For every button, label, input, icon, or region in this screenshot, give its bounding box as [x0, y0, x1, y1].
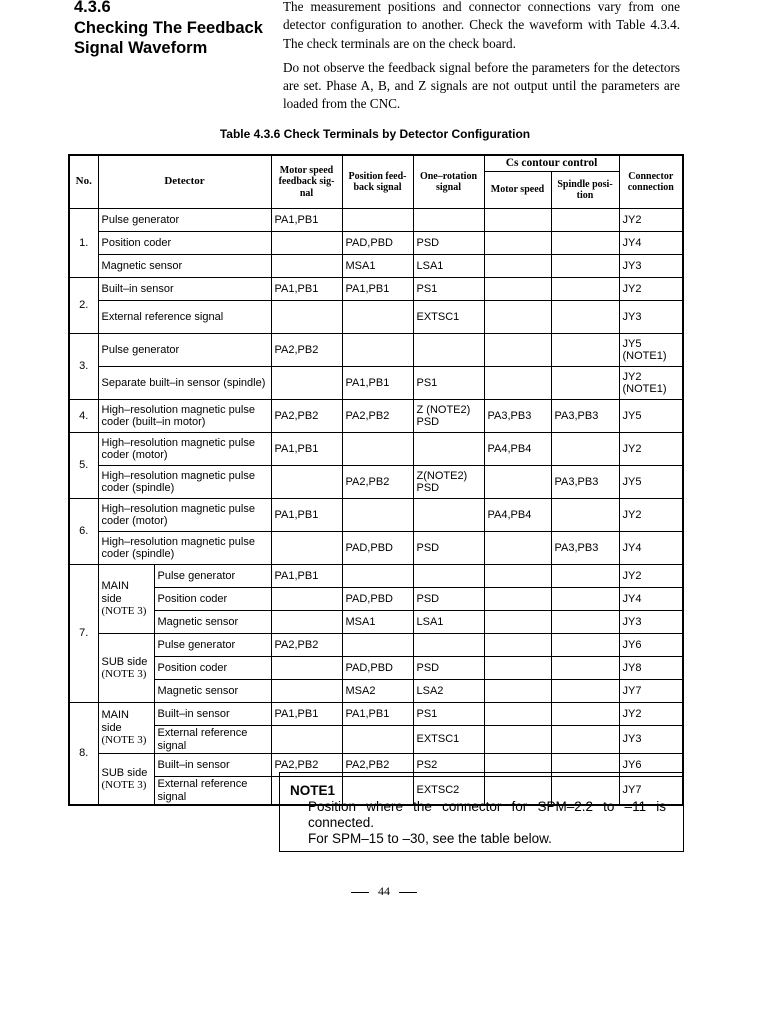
table-row [69, 657, 683, 680]
position-feedback-cell: PA1,PB1 [342, 703, 413, 726]
one-rotation-cell: Z(NOTE2) PSD [413, 466, 484, 499]
one-rotation-cell [413, 499, 484, 532]
sub-side-label [98, 634, 154, 703]
cs-spindle-position-cell [551, 634, 619, 657]
motor-speed-cell [271, 532, 342, 565]
connector-cell: JY2 [619, 278, 683, 301]
connector-cell: JY8 [619, 657, 683, 680]
connector-cell: JY3 [619, 301, 683, 334]
cs-spindle-position-cell [551, 278, 619, 301]
cs-spindle-position-cell [551, 611, 619, 634]
table-caption: Table 4.3.6 Check Terminals by Detector Configuration [219, 127, 531, 141]
motor-speed-cell: PA2,PB2 [271, 334, 342, 367]
motor-speed-cell [271, 657, 342, 680]
cs-motor-speed-cell [484, 588, 551, 611]
connector-cell: JY2 [619, 209, 683, 232]
cs-motor-speed-cell [484, 611, 551, 634]
detector-cell: Pulse generator [98, 209, 271, 232]
header-cs-contour: Cs contour control [484, 155, 619, 172]
cs-motor-speed-cell: PA4,PB4 [484, 499, 551, 532]
connector-cell: JY5 [619, 400, 683, 433]
table-row [69, 209, 683, 232]
motor-speed-cell: PA2,PB2 [271, 400, 342, 433]
detector-cell: Position coder [154, 657, 271, 680]
motor-speed-cell: PA1,PB1 [271, 565, 342, 588]
one-rotation-cell [413, 209, 484, 232]
connector-cell: JY4 [619, 532, 683, 565]
cs-spindle-position-cell: PA3,PB3 [551, 532, 619, 565]
cs-spindle-position-cell [551, 255, 619, 278]
one-rotation-cell: LSA1 [413, 255, 484, 278]
motor-speed-cell [271, 301, 342, 334]
cs-spindle-position-cell [551, 703, 619, 726]
table-row [69, 611, 683, 634]
row-number-cell: 7. [69, 565, 98, 703]
cs-spindle-position-cell [551, 657, 619, 680]
table-row [69, 703, 683, 726]
detector-cell: External reference signal [154, 726, 271, 754]
cs-spindle-position-cell [551, 433, 619, 466]
connector-cell: JY4 [619, 588, 683, 611]
cs-spindle-position-cell [551, 565, 619, 588]
table-row [69, 634, 683, 657]
position-feedback-cell [342, 433, 413, 466]
header-row-1 [69, 155, 683, 172]
intro-paragraph-1: The measurement positions and connector connections vary from one detector configuration to another. Check the waveform with Table 4.3.4. The check terminals are on the check board. [283, 0, 680, 51]
connector-cell: JY5 [619, 466, 683, 499]
position-feedback-cell [342, 565, 413, 588]
dash-right [399, 892, 417, 893]
position-feedback-cell: PA2,PB2 [342, 754, 413, 777]
side-name: SUB side [101, 655, 148, 668]
position-feedback-cell: PAD,PBD [342, 232, 413, 255]
cs-spindle-position-cell [551, 301, 619, 334]
cs-spindle-position-cell: PA3,PB3 [551, 466, 619, 499]
position-feedback-cell: PA1,PB1 [342, 278, 413, 301]
position-feedback-cell [342, 634, 413, 657]
row-number-cell: 3. [69, 334, 98, 400]
table-row [69, 367, 683, 400]
cs-motor-speed-cell: PA4,PB4 [484, 433, 551, 466]
side-name: SUB side [101, 766, 148, 779]
cs-spindle-position-cell [551, 232, 619, 255]
detector-cell: Position coder [98, 232, 271, 255]
position-feedback-cell: PA1,PB1 [342, 367, 413, 400]
note3-ref: (NOTE 3) [101, 779, 147, 791]
one-rotation-cell: PSD [413, 232, 484, 255]
connector-cell: JY7 [619, 680, 683, 703]
cs-motor-speed-cell [484, 255, 551, 278]
cs-motor-speed-cell [484, 565, 551, 588]
detector-cell: Pulse generator [154, 565, 271, 588]
detector-cell: Built–in sensor [98, 278, 271, 301]
cs-spindle-position-cell [551, 726, 619, 754]
connector-cell: JY4 [619, 232, 683, 255]
one-rotation-cell: LSA1 [413, 611, 484, 634]
position-feedback-cell [342, 334, 413, 367]
position-feedback-cell: PAD,PBD [342, 588, 413, 611]
connector-cell: JY5 (NOTE1) [619, 334, 683, 367]
connector-cell: JY2 [619, 433, 683, 466]
motor-speed-cell [271, 232, 342, 255]
connector-cell: JY2 [619, 499, 683, 532]
cs-motor-speed-cell [484, 367, 551, 400]
cs-motor-speed-cell [484, 232, 551, 255]
row-number-cell: 6. [69, 499, 98, 565]
cs-motor-speed-cell [484, 634, 551, 657]
table-row [69, 255, 683, 278]
header-position-feedback: Position feed- back signal [342, 155, 413, 209]
one-rotation-cell: LSA2 [413, 680, 484, 703]
motor-speed-cell [271, 726, 342, 754]
cs-spindle-position-cell [551, 499, 619, 532]
one-rotation-cell: PS2 [413, 754, 484, 777]
detector-cell: High–resolution magnetic pulse coder (motor) [98, 433, 271, 466]
table-row [69, 726, 683, 754]
motor-speed-cell: PA2,PB2 [271, 754, 342, 777]
connector-cell: JY2 [619, 703, 683, 726]
table-row [69, 499, 683, 532]
row-number-cell: 1. [69, 209, 98, 278]
one-rotation-cell: PS1 [413, 703, 484, 726]
connector-cell: JY3 [619, 255, 683, 278]
motor-speed-cell: PA1,PB1 [271, 703, 342, 726]
position-feedback-cell: MSA2 [342, 680, 413, 703]
one-rotation-cell: PS1 [413, 367, 484, 400]
detector-cell: External reference signal [154, 777, 271, 806]
cs-spindle-position-cell: PA3,PB3 [551, 400, 619, 433]
table-row [69, 532, 683, 565]
note-line-1: Position where the connector for SPM–2.2 to –11 is connected. [308, 799, 666, 830]
table-row [69, 278, 683, 301]
table-row [69, 334, 683, 367]
one-rotation-cell: PSD [413, 588, 484, 611]
row-number-cell: 4. [69, 400, 98, 433]
header-cs-motor-speed: Motor speed [484, 172, 551, 209]
detector-cell: Separate built–in sensor (spindle) [98, 367, 271, 400]
table-row [69, 680, 683, 703]
position-feedback-cell: MSA1 [342, 255, 413, 278]
detector-cell: Pulse generator [154, 634, 271, 657]
header-cs-spindle-position: Spindle posi- tion [551, 172, 619, 209]
one-rotation-cell: PS1 [413, 278, 484, 301]
position-feedback-cell: PA2,PB2 [342, 466, 413, 499]
note-box [279, 772, 684, 852]
connector-cell: JY7 [619, 777, 683, 806]
note3-ref: (NOTE 3) [101, 734, 147, 747]
position-feedback-cell: PA2,PB2 [342, 400, 413, 433]
detector-cell: Built–in sensor [154, 703, 271, 726]
note-title: NOTE1 [290, 783, 336, 798]
header-no: No. [69, 155, 98, 209]
intro-text [283, 0, 680, 120]
position-feedback-cell: MSA1 [342, 611, 413, 634]
cs-motor-speed-cell [484, 301, 551, 334]
detector-cell: Built–in sensor [154, 754, 271, 777]
connector-cell: JY2 [619, 565, 683, 588]
position-feedback-cell: PAD,PBD [342, 532, 413, 565]
cs-spindle-position-cell [551, 334, 619, 367]
cs-spindle-position-cell [551, 680, 619, 703]
one-rotation-cell [413, 565, 484, 588]
one-rotation-cell [413, 433, 484, 466]
motor-speed-cell [271, 255, 342, 278]
cs-spindle-position-cell [551, 209, 619, 232]
table-row [69, 466, 683, 499]
motor-speed-cell [271, 611, 342, 634]
table-body [69, 209, 683, 806]
cs-motor-speed-cell [484, 209, 551, 232]
row-number-cell: 5. [69, 433, 98, 499]
cs-motor-speed-cell [484, 466, 551, 499]
connector-cell: JY6 [619, 634, 683, 657]
position-feedback-cell [342, 726, 413, 754]
note3-ref: (NOTE 3) [101, 668, 147, 680]
one-rotation-cell: EXTSC2 [413, 777, 484, 806]
motor-speed-cell [271, 367, 342, 400]
table-row [69, 232, 683, 255]
side-name: MAIN side [101, 580, 129, 605]
detector-cell: High–resolution magnetic pulse coder (spindle) [98, 532, 271, 565]
one-rotation-cell: EXTSC1 [413, 301, 484, 334]
page-number: 44 [378, 884, 390, 898]
motor-speed-cell: PA1,PB1 [271, 499, 342, 532]
table-row [69, 588, 683, 611]
detector-cell: High–resolution magnetic pulse coder (built–in motor) [98, 400, 271, 433]
detector-cell: Magnetic sensor [98, 255, 271, 278]
row-number-cell: 2. [69, 278, 98, 334]
section-number: 4.3.6 [74, 0, 111, 16]
main-side-label [98, 565, 154, 634]
cs-motor-speed-cell: PA3,PB3 [484, 400, 551, 433]
table-row [69, 565, 683, 588]
cs-motor-speed-cell [484, 657, 551, 680]
detector-cell: Magnetic sensor [154, 680, 271, 703]
one-rotation-cell [413, 334, 484, 367]
row-number-cell: 8. [69, 703, 98, 806]
one-rotation-cell: PSD [413, 532, 484, 565]
detector-cell: High–resolution magnetic pulse coder (motor) [98, 499, 271, 532]
table-row [69, 433, 683, 466]
position-feedback-cell [342, 301, 413, 334]
position-feedback-cell [342, 499, 413, 532]
header-one-rotation: One–rotation signal [413, 155, 484, 209]
connector-cell: JY6 [619, 754, 683, 777]
main-side-label [98, 703, 154, 754]
table-row [69, 301, 683, 334]
detector-cell: Position coder [154, 588, 271, 611]
motor-speed-cell [271, 466, 342, 499]
cs-spindle-position-cell [551, 588, 619, 611]
connector-cell: JY2 (NOTE1) [619, 367, 683, 400]
motor-speed-cell: PA2,PB2 [271, 634, 342, 657]
cs-motor-speed-cell [484, 726, 551, 754]
motor-speed-cell [271, 680, 342, 703]
check-terminals-table [68, 154, 684, 806]
table-row [69, 400, 683, 433]
position-feedback-cell: PAD,PBD [342, 657, 413, 680]
cs-motor-speed-cell [484, 334, 551, 367]
intro-paragraph-2: Do not observe the feedback signal before the parameters for the detectors are set. Phase A, B, and Z signals are not output until the parameters are loaded from the CNC. [283, 59, 680, 112]
header-connector: Connector connection [619, 155, 683, 209]
cs-motor-speed-cell [484, 703, 551, 726]
sub-side-label [98, 754, 154, 806]
cs-motor-speed-cell [484, 532, 551, 565]
detector-cell: Pulse generator [98, 334, 271, 367]
motor-speed-cell [271, 588, 342, 611]
position-feedback-cell [342, 209, 413, 232]
cs-motor-speed-cell [484, 680, 551, 703]
note-body [308, 799, 666, 846]
motor-speed-cell: PA1,PB1 [271, 433, 342, 466]
one-rotation-cell: PSD [413, 657, 484, 680]
cs-spindle-position-cell [551, 367, 619, 400]
page-number-footer [0, 884, 768, 899]
detector-cell: External reference signal [98, 301, 271, 334]
one-rotation-cell: Z (NOTE2) PSD [413, 400, 484, 433]
connector-cell: JY3 [619, 726, 683, 754]
connector-cell: JY3 [619, 611, 683, 634]
section-title: Checking The Feedback Signal Waveform [74, 19, 263, 57]
cs-motor-speed-cell [484, 278, 551, 301]
one-rotation-cell: EXTSC1 [413, 726, 484, 754]
header-motor-speed-feedback: Motor speed feedback sig- nal [271, 155, 342, 209]
detector-cell: Magnetic sensor [154, 611, 271, 634]
side-name: MAIN side [101, 709, 129, 734]
note3-ref: (NOTE 3) [101, 605, 147, 618]
motor-speed-cell: PA1,PB1 [271, 209, 342, 232]
header-detector: Detector [98, 155, 271, 209]
one-rotation-cell [413, 634, 484, 657]
detector-cell: High–resolution magnetic pulse coder (spindle) [98, 466, 271, 499]
motor-speed-cell: PA1,PB1 [271, 278, 342, 301]
note-line-2: For SPM–15 to –30, see the table below. [308, 830, 552, 846]
dash-left [351, 892, 369, 893]
